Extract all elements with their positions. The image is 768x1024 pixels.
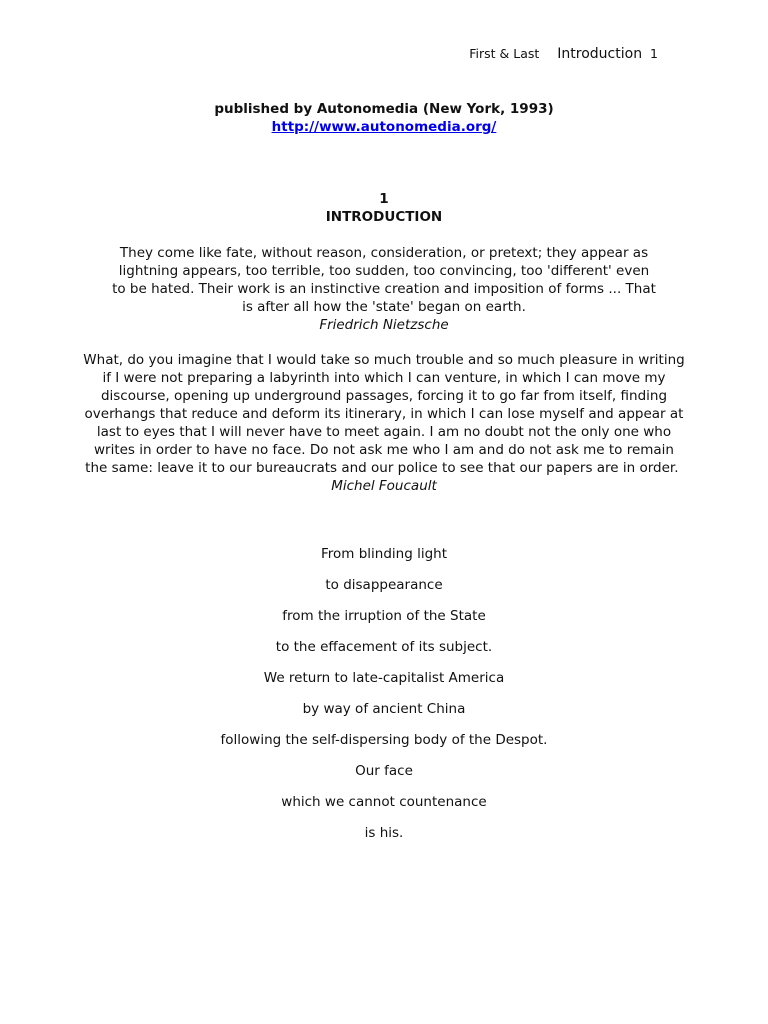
poem-line: following the self-dispersing body of the Despot.: [220, 732, 548, 748]
poem: [0, 545, 768, 855]
poem-line: which we cannot countenance: [281, 794, 487, 810]
poem-line: to the effacement of its subject.: [275, 639, 493, 655]
poem-line: by way of ancient China: [302, 701, 466, 717]
epigraph-nietzsche: [112, 244, 656, 334]
section-title: INTRODUCTION: [325, 209, 443, 225]
poem-line: is his.: [364, 825, 404, 841]
poem-line: from the irruption of the State: [282, 608, 486, 624]
epigraph-text: What, do you imagine that I would take so much trouble and so much pleasure in writing if I were not preparing a labyrinth into which I can venture, in which I can move my discourse, opening up underground passages, forcing it to go far from itself, finding overhangs that reduce and deform its itinerary, in which I can lose myself and appear at last to eyes that I will never have to meet again. I am no doubt not the only one who writes in order to have no face. Do not ask me who I am and do not ask me to remain the same: leave it to our bureaucrats and our police to see that our papers are in order.: [83, 352, 685, 476]
epigraph-author: Friedrich Nietzsche: [319, 317, 449, 333]
publisher-line: published by Autonomedia (New York, 1993): [214, 101, 554, 117]
poem-line: We return to late-capitalist America: [263, 670, 505, 686]
poem-line: Our face: [355, 763, 413, 779]
poem-line: From blinding light: [320, 546, 448, 562]
epigraph-foucault: [82, 351, 686, 495]
publication-info: [0, 100, 768, 136]
header-book-title: First & Last: [469, 46, 540, 61]
section-number: 1: [379, 191, 389, 207]
header-page-number: 1: [650, 46, 658, 61]
section-heading: [0, 190, 768, 226]
poem-line: to disappearance: [325, 577, 443, 593]
running-header: [469, 46, 658, 62]
publisher-link[interactable]: http://www.autonomedia.org/: [271, 119, 497, 135]
epigraph-author: Michel Foucault: [331, 478, 437, 494]
epigraph-text: They come like fate, without reason, consideration, or pretext; they appear as lightning appears, too terrible, too sudden, too convincing, too 'different' even to be hated. Their work is an instinctive creation and imposition of forms ... That is after all how the 'state' began on earth.: [112, 245, 656, 315]
header-chapter: Introduction: [557, 46, 643, 62]
